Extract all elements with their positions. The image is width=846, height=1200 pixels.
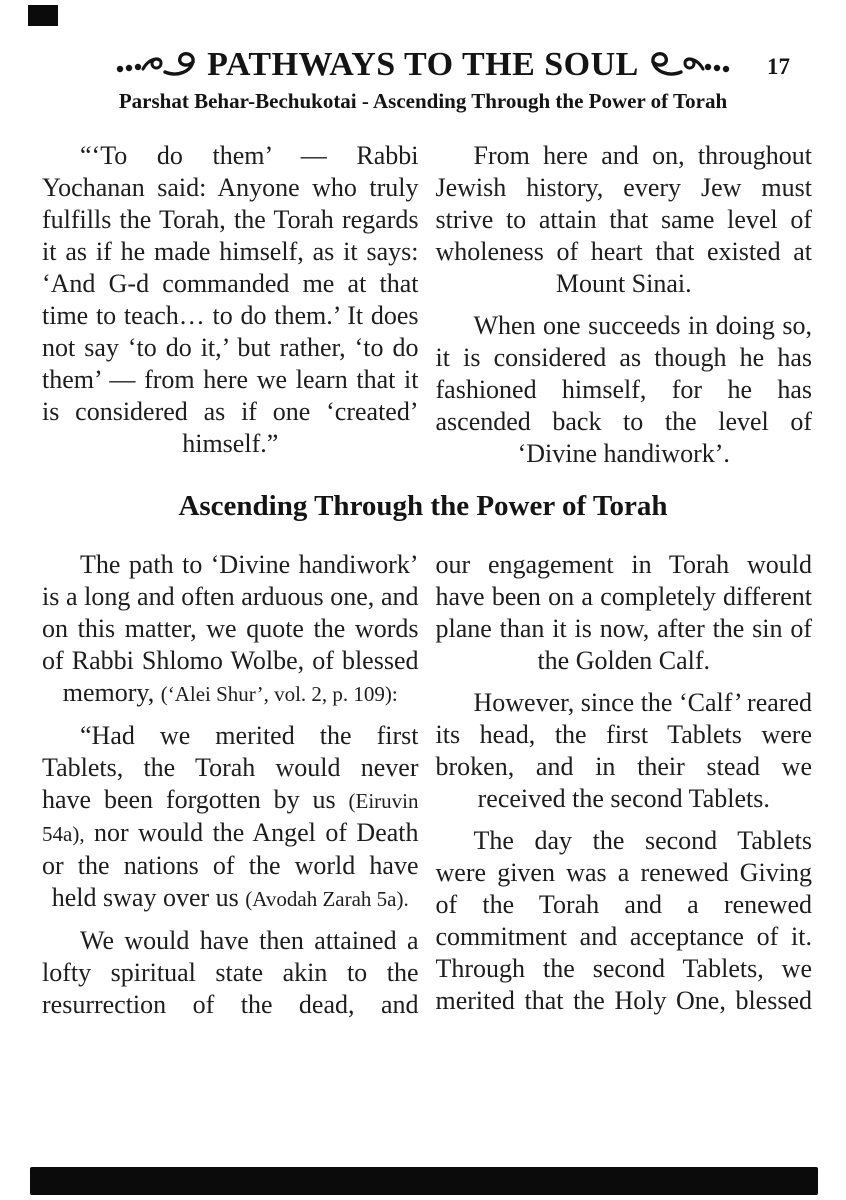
page-number: 17 xyxy=(767,54,790,79)
scan-artifact-bottom-bar xyxy=(30,1167,818,1195)
body-text: our engagement in Torah would have been on a completely different plane than it is now, after the sin of the Golden Calf. xyxy=(435,550,812,675)
paragraph xyxy=(42,549,419,710)
section-heading: Ascending Through the Power of Torah xyxy=(178,490,668,522)
citation-text: (Eiruvin 54a), xyxy=(42,789,419,846)
bottom-columns xyxy=(42,549,812,1031)
page-header xyxy=(0,46,846,84)
body-text: nor would the Angel of Death or the nations of the world have held sway over us xyxy=(42,818,419,912)
bottom-left-column xyxy=(42,549,419,1031)
body-text: When one succeeds in doing so, it is considered as though he has fashioned himself, for he has ascended back to the level of ‘Divine handiwork’. xyxy=(435,311,812,468)
book-title: PATHWAYS TO THE SOUL xyxy=(207,46,639,83)
scan-artifact-top-left xyxy=(28,5,58,26)
paragraph xyxy=(42,720,419,915)
paragraph xyxy=(42,925,419,1021)
paragraph xyxy=(436,549,813,677)
body-text: “Had we merited the first Tablets, the Torah would never have been forgotten by us xyxy=(42,721,419,814)
paragraph xyxy=(42,140,419,460)
paragraph xyxy=(436,687,813,815)
body-text: From here and on, throughout Jewish history, every Jew must strive to attain that same level of wholeness of heart that existed at Mount Sinai. xyxy=(435,141,812,298)
top-columns xyxy=(42,140,812,480)
left-flourish-icon xyxy=(115,50,199,80)
paragraph xyxy=(436,825,813,1017)
right-flourish-icon xyxy=(647,50,731,80)
chapter-subtitle: Parshat Behar-Bechukotai - Ascending Through the Power of Torah xyxy=(118,89,728,113)
body-text: We would have then attained a lofty spiritual state akin to the resurrection of the dead, and xyxy=(42,926,419,1019)
citation-text: (Avodah Zarah 5a). xyxy=(245,887,409,911)
top-right-column xyxy=(436,140,813,480)
body-text: The day the second Tablets were given was a renewed Giving of the Torah and a renewed commitment and acceptance of it. Through the second Tablets, we merited that the Holy One, blessed xyxy=(435,826,812,1015)
top-left-column xyxy=(42,140,419,480)
body-text: However, since the ‘Calf’ reared its head, the first Tablets were broken, and in their stead we received the second Tablets. xyxy=(435,688,812,813)
citation-text: (‘Alei Shur’, vol. 2, p. 109): xyxy=(160,682,398,706)
paragraph xyxy=(436,140,813,300)
paragraph xyxy=(436,310,813,470)
bottom-right-column xyxy=(436,549,813,1031)
body-text: The path to ‘Divine handiwork’ is a long and often arduous one, and on this matter, we quote the words of Rabbi Shlomo Wolbe, of blessed memory, xyxy=(42,550,419,707)
body-text: “‘To do them’ — Rabbi Yochanan said: Anyone who truly fulfills the Torah, the Torah regards it as if he made himself, as it says: ‘And G-d commanded me at that time to teach… to do them.’ It does not say ‘to do it,’ but rather, ‘to do them’ — from here we learn that it is considered as if one ‘created’ himself.” xyxy=(42,141,419,458)
